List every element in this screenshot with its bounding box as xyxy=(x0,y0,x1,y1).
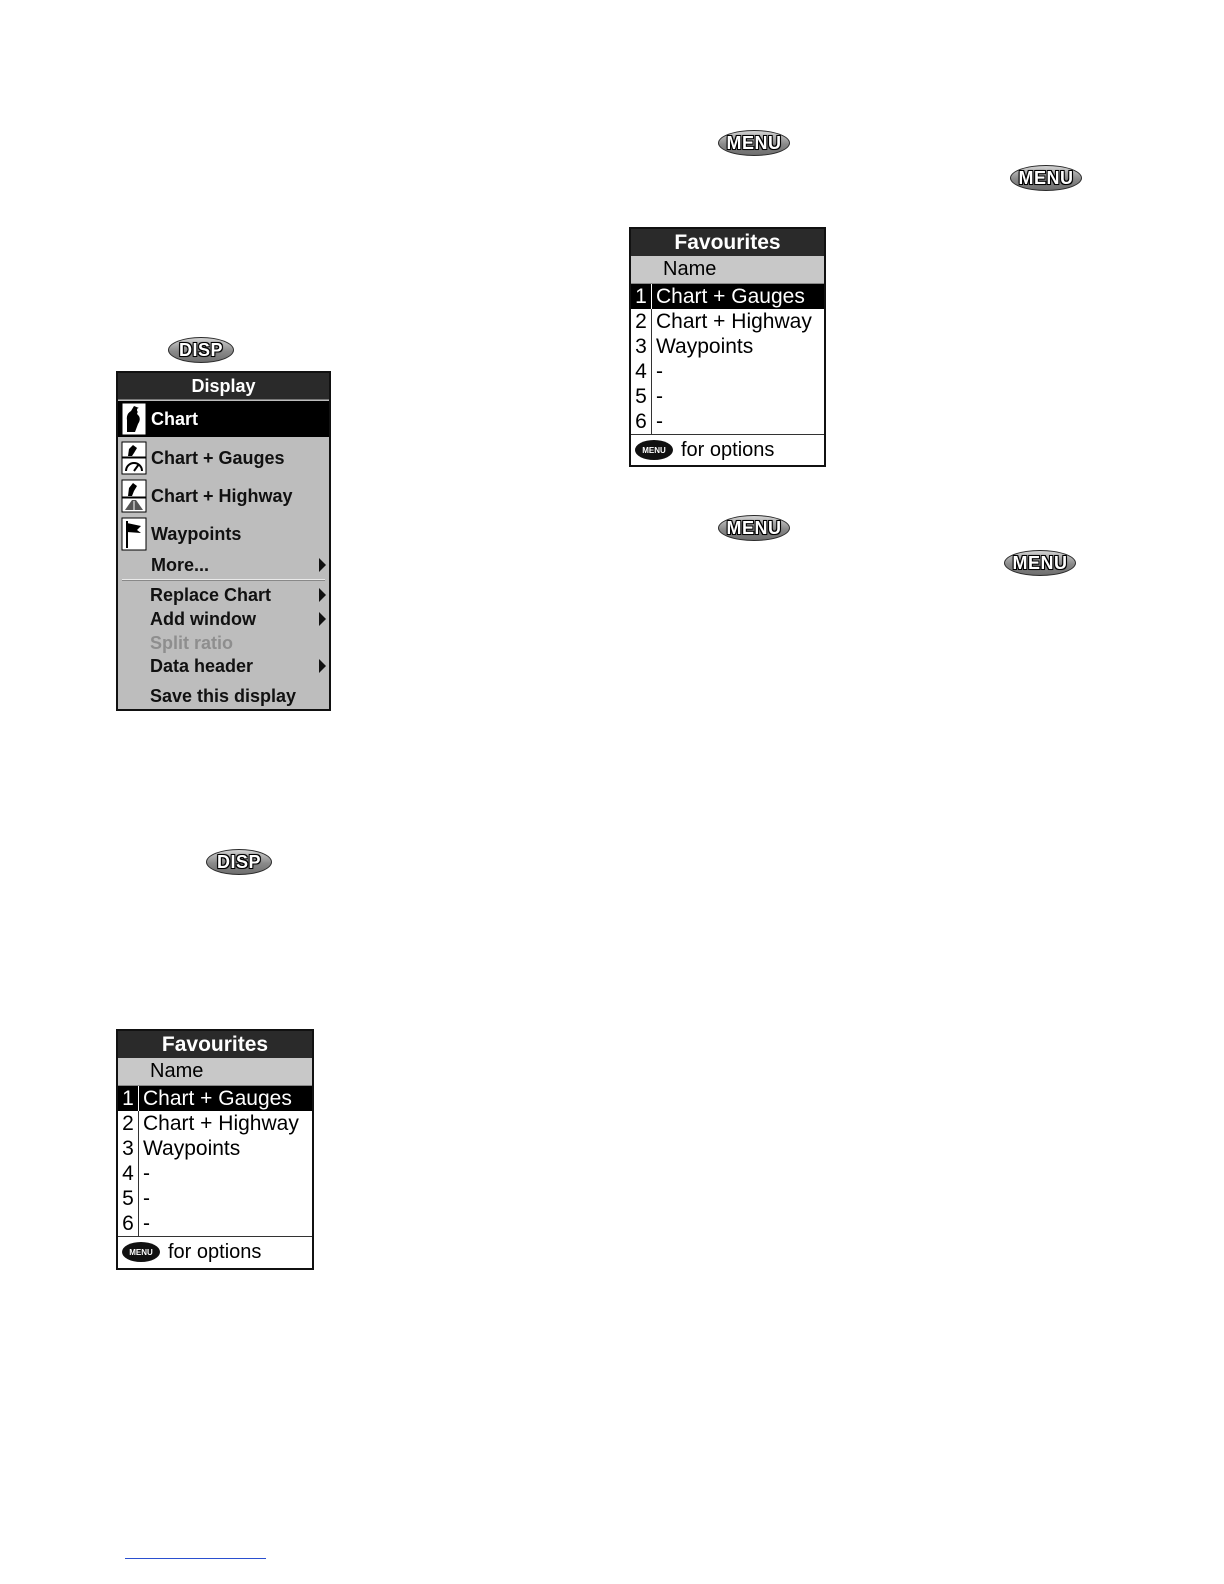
menu-item-more[interactable]: More... xyxy=(118,553,329,577)
menu-item-waypoints[interactable]: Waypoints xyxy=(118,515,329,553)
chart-icon xyxy=(121,402,147,436)
favourite-row[interactable]: 2 Chart + Highway xyxy=(631,309,824,334)
favourite-row[interactable]: 4 - xyxy=(631,359,824,384)
display-menu-title: Display xyxy=(118,373,329,400)
menu-item-save-display[interactable]: Save this display xyxy=(150,685,297,706)
favourite-row[interactable]: 1 Chart + Gauges xyxy=(631,284,824,309)
favourite-row[interactable]: 3 Waypoints xyxy=(631,334,824,359)
chart-highway-icon xyxy=(121,479,147,513)
favourites-panel-left xyxy=(116,1029,314,1270)
favourite-row[interactable]: 6 - xyxy=(631,409,824,434)
favourites-panel-right xyxy=(629,227,826,467)
menu-key-1: MENU xyxy=(718,130,790,156)
menu-item-chart[interactable]: Chart xyxy=(118,401,329,437)
favourite-row[interactable]: 2 Chart + Highway xyxy=(118,1111,312,1136)
menu-item-data-header[interactable]: Data header xyxy=(118,654,329,678)
footer-rule xyxy=(125,1558,266,1559)
favourites-footer: MENU for options xyxy=(118,1236,312,1267)
favourite-row[interactable]: 5 - xyxy=(631,384,824,409)
menu-item-chart-highway[interactable]: Chart + Highway xyxy=(118,477,329,515)
disp-key-1: DISP xyxy=(168,337,234,363)
menu-item-add-window[interactable]: Add window xyxy=(118,607,329,631)
submenu-arrow-icon xyxy=(319,558,326,572)
submenu-arrow-icon xyxy=(319,588,326,602)
favourite-row[interactable]: 5 - xyxy=(118,1186,312,1211)
menu-item-replace-chart[interactable]: Replace Chart xyxy=(118,583,329,607)
favourite-row[interactable]: 6 - xyxy=(118,1211,312,1236)
favourites-column-header: Name xyxy=(631,256,824,284)
favourite-row[interactable]: 3 Waypoints xyxy=(118,1136,312,1161)
favourites-column-header: Name xyxy=(118,1058,312,1086)
submenu-arrow-icon xyxy=(319,612,326,626)
favourite-row[interactable]: 4 - xyxy=(118,1161,312,1186)
display-menu xyxy=(116,371,331,711)
favourites-title: Favourites xyxy=(118,1031,312,1058)
waypoints-icon xyxy=(121,517,147,551)
menu-item-chart-gauges[interactable]: Chart + Gauges xyxy=(118,439,329,477)
chart-gauges-icon xyxy=(121,441,147,475)
menu-button-icon: MENU xyxy=(635,440,673,460)
favourites-title: Favourites xyxy=(631,229,824,256)
menu-button-icon: MENU xyxy=(122,1242,160,1262)
favourites-footer: MENU for options xyxy=(631,434,824,465)
favourite-row[interactable]: 1 Chart + Gauges xyxy=(118,1086,312,1111)
submenu-arrow-icon xyxy=(319,659,326,673)
disp-key-2: DISP xyxy=(206,849,272,875)
menu-key-3: MENU xyxy=(718,515,790,541)
menu-key-4: MENU xyxy=(1004,550,1076,576)
menu-key-2: MENU xyxy=(1010,165,1082,191)
menu-item-split-ratio: Split ratio xyxy=(150,632,234,653)
